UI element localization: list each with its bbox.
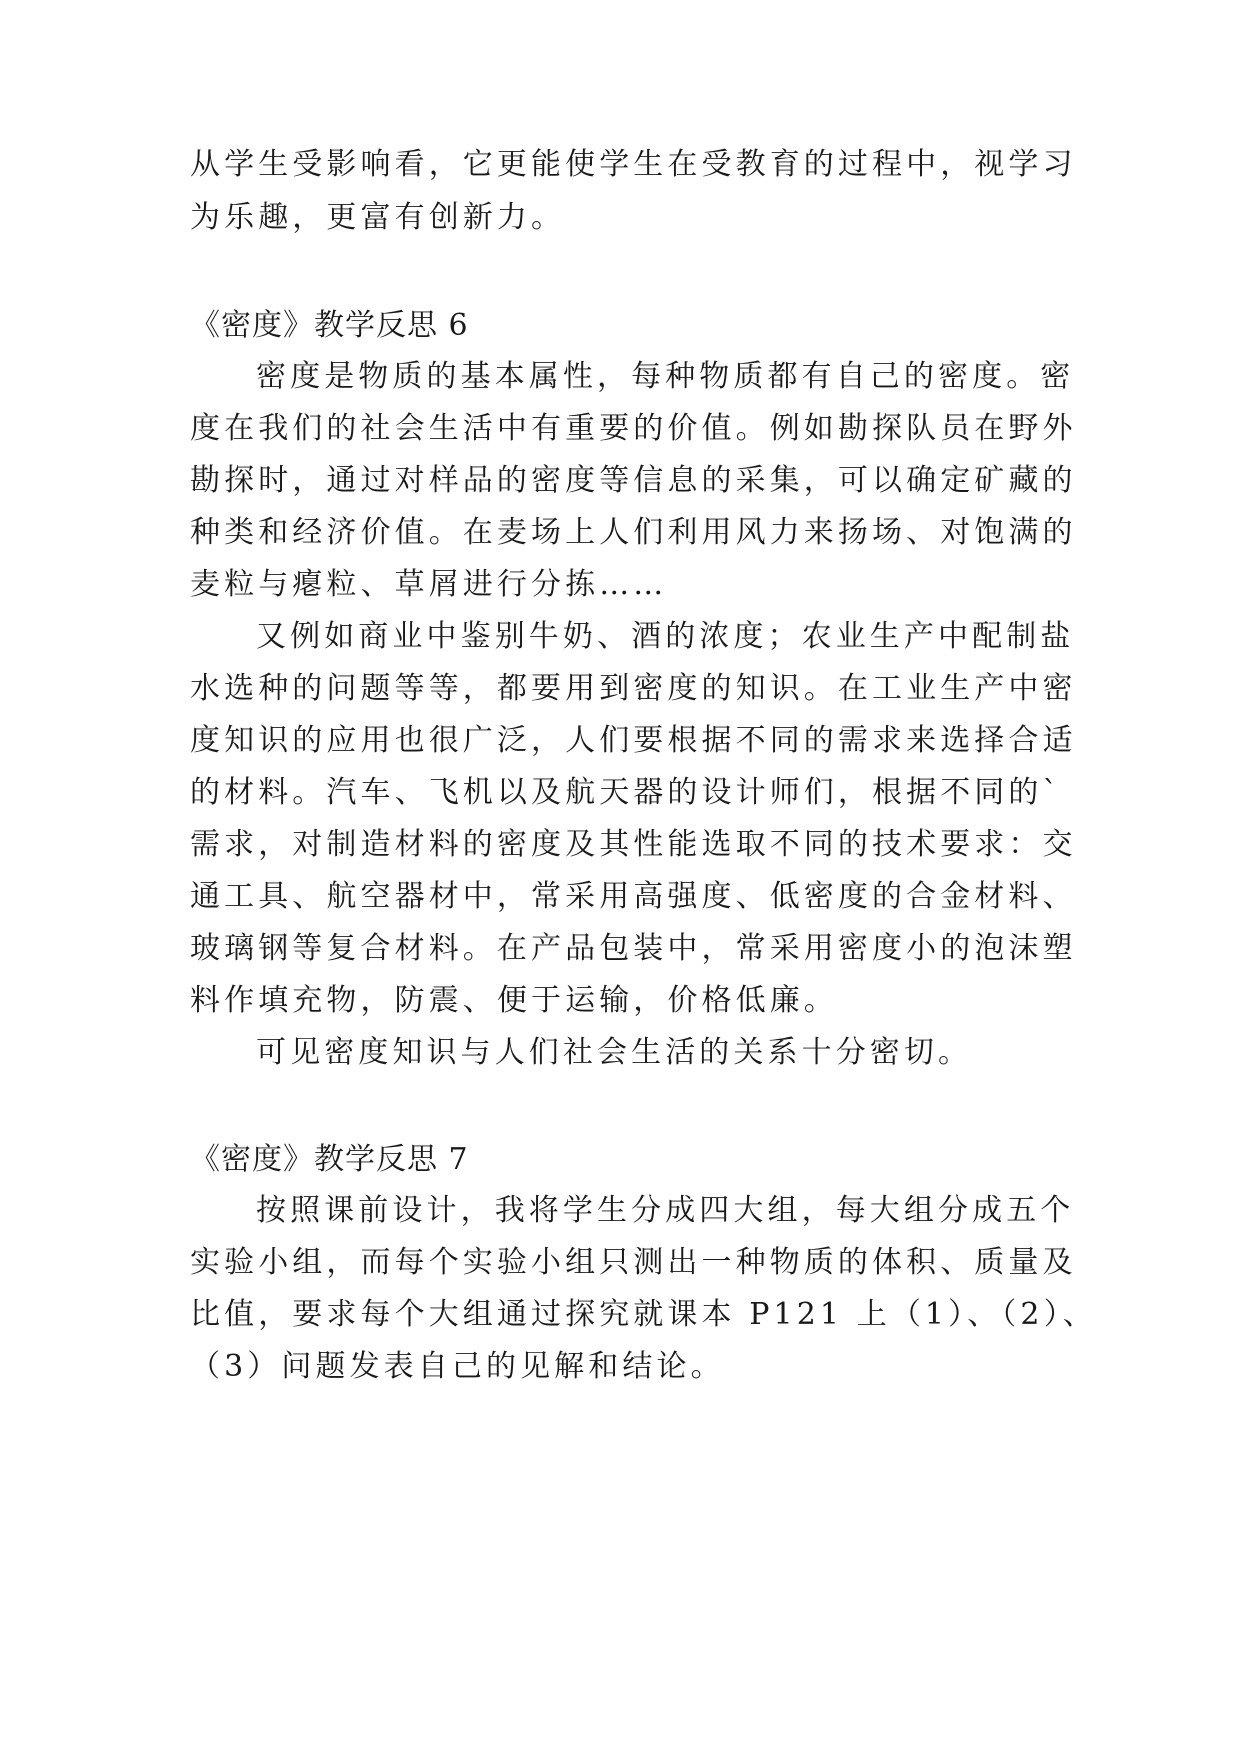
paragraph-line: 密度是物质的基本属性，每种物质都有自己的密度。密 [256,359,1075,394]
paragraph-line: （3）问题发表自己的见解和结论。 [190,1349,725,1384]
paragraph-line: 勘探时，通过对样品的密度等信息的采集，可以确定矿藏的 [190,463,1077,498]
paragraph-line: 通工具、航空器材中，常采用高强度、低密度的合金材料、 [190,879,1077,914]
paragraph-line: 度知识的应用也很广泛，人们要根据不同的需求来选择合适 [190,723,1077,758]
paragraph-line: 水选种的问题等等，都要用到密度的知识。在工业生产中密 [190,671,1077,706]
paragraph-line: 比值，要求每个大组通过探究就课本 P121 上（1）、（2）、 [190,1297,1097,1332]
paragraph-line: 可见密度知识与人们社会生活的关系十分密切。 [256,1035,973,1070]
paragraph-line: 按照课前设计，我将学生分成四大组，每大组分成五个 [256,1193,1075,1228]
paragraph-line: 又例如商业中鉴别牛奶、酒的浓度；农业生产中配制盐 [256,619,1075,654]
paragraph-line: 麦粒与瘪粒、草屑进行分拣…… [190,567,668,602]
paragraph-line: 从学生受影响看，它更能使学生在受教育的过程中，视学习 [190,147,1077,182]
paragraph-line: 度在我们的社会生活中有重要的价值。例如勘探队员在野外 [190,411,1077,446]
section-heading: 《密度》教学反思 6 [190,308,469,343]
section-heading: 《密度》教学反思 7 [190,1142,469,1177]
paragraph-line: 料作填充物，防震、便于运输，价格低廉。 [190,983,838,1018]
paragraph-line: 实验小组，而每个实验小组只测出一种物质的体积、质量及 [190,1245,1077,1280]
paragraph-line: 种类和经济价值。在麦场上人们利用风力来扬场、对饱满的 [190,515,1077,550]
paragraph-line: 的材料。汽车、飞机以及航天器的设计师们，根据不同的` [190,775,1062,810]
paragraph-line: 玻璃钢等复合材料。在产品包装中，常采用密度小的泡沫塑 [190,931,1077,966]
paragraph-line: 需求，对制造材料的密度及其性能选取不同的技术要求：交 [190,827,1077,862]
paragraph-line: 为乐趣，更富有创新力。 [190,200,566,235]
